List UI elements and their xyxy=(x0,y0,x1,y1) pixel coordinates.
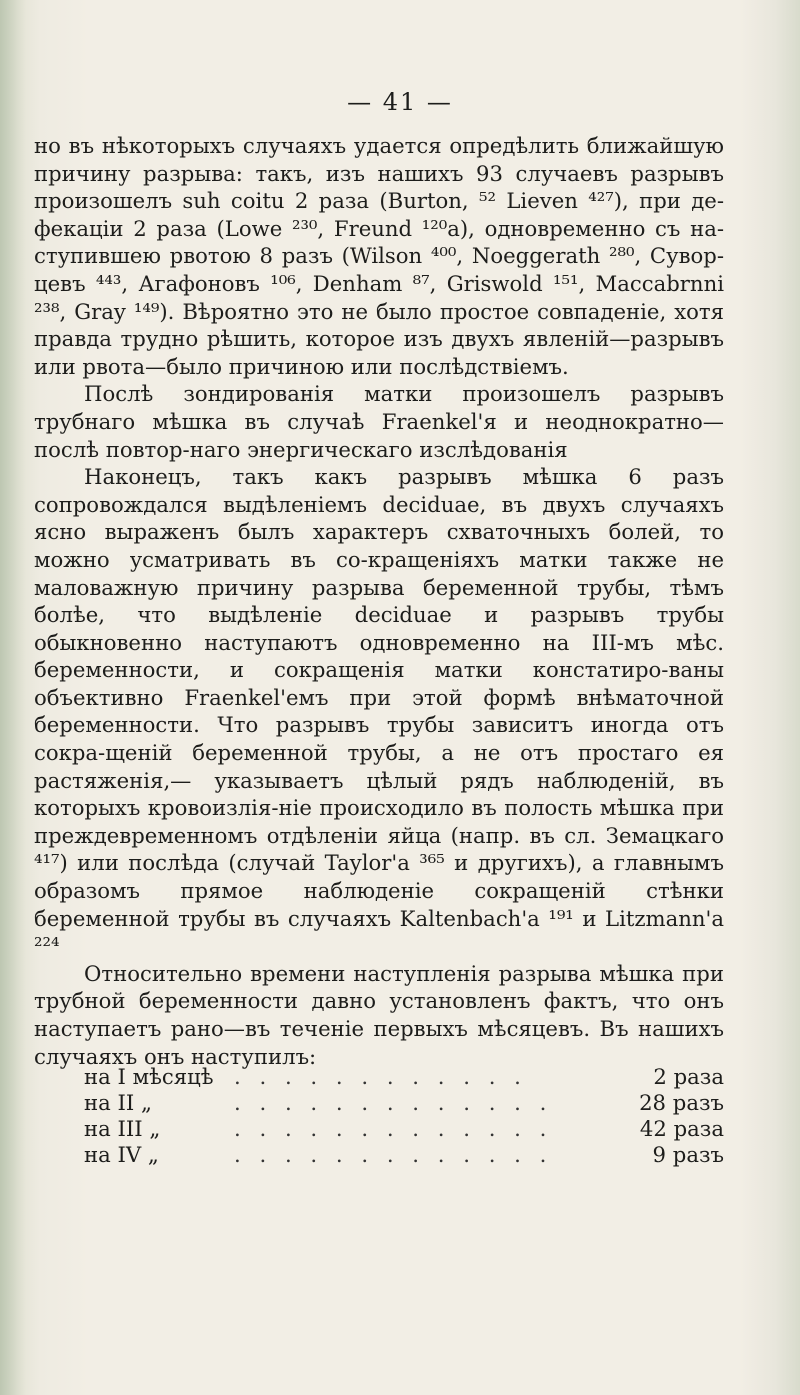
month-count: 9 разъ xyxy=(652,1142,724,1167)
leader-dots: . . . . . . . . . . . . . xyxy=(234,1142,553,1167)
leader-dots: . . . . . . . . . . . . . xyxy=(234,1116,553,1141)
month-label: на I мѣсяцѣ xyxy=(84,1064,214,1089)
paragraph-rupture-causes: но въ нѣкоторыхъ случаяхъ удается опредѣлить ближайшую причину разрыва: такъ, изъ нашихъ 93 случаевъ разрывъ произошелъ suh coitu 2 раза (Burton, ⁵² Lieven ⁴²⁷), при де-фекаціи 2 раза (Lowe ²³⁰, Freund ¹²⁰a), одновременно съ на-ступившею рвотою 8 разъ (Wilson ⁴⁰⁰, Noeggerath ²⁸⁰, Сувор-цевъ ⁴⁴³, Агафоновъ ¹⁰⁶, Denham ⁸⁷, Griswold ¹⁵¹, Массаbrnni ²³⁸, Gray ¹⁴⁹). Вѣроятно это не было простое совпаденіе, хотя правда трудно рѣшить, которое изъ двухъ явленій—разрывъ или рвота—было причиною или послѣдствіемъ. xyxy=(34,133,724,379)
month-row xyxy=(84,1142,724,1168)
month-row xyxy=(84,1090,724,1116)
month-label: на II „ xyxy=(84,1090,152,1115)
body-text xyxy=(34,132,724,1070)
paragraph-sounding: Послѣ зондированія матки произошелъ разрывъ трубнаго мѣшка въ случаѣ Fraenkel'я и неоднократно—послѣ повтор-наго энергическаго изслѣдованія xyxy=(34,381,724,462)
month-label: на III „ xyxy=(84,1116,161,1141)
month-count: 42 раза xyxy=(639,1116,724,1141)
month-row xyxy=(84,1064,724,1090)
paragraph-timing: Относительно времени наступленія разрыва мѣшка при трубной беременности давно установленъ фактъ, что онъ наступаетъ рано—въ теченіе первыхъ мѣсяцевъ. Въ нашихъ случаяхъ онъ наступилъ: xyxy=(34,960,724,1069)
month-row xyxy=(84,1116,724,1142)
month-label: на IV „ xyxy=(84,1142,159,1167)
page-number: — 41 — xyxy=(347,88,453,116)
month-list xyxy=(84,1064,724,1168)
paragraph-contractions: Наконецъ, такъ какъ разрывъ мѣшка 6 разъ сопровождался выдѣленіемъ deciduae, въ двухъ случаяхъ ясно выраженъ былъ характеръ схваточныхъ болей, то можно усматривать въ со-кращеніяхъ матки также не маловажную причину разрыва беременной трубы, тѣмъ болѣе, что выдѣленіе deciduae и разрывъ трубы обыкновенно наступаютъ одновременно на III-мъ мѣс. беременности, и сокращенія матки констатиро-ваны объективно Fraenkel'емъ при этой формѣ внѣматочной беременности. Что разрывъ трубы зависитъ иногда отъ сокра-щеній беременной трубы, а не отъ простаго ея растяженія,— указываетъ цѣлый рядъ наблюденій, въ которыхъ кровоизлія-ніе происходило въ полость мѣшка при преждевременномъ отдѣленіи яйца (напр. въ сл. Земацкаго ⁴¹⁷) или послѣда (случай Taylor'a ³⁶⁵ и другихъ), а главнымъ образомъ прямое наблюденіе сокращеній стѣнки беременной трубы въ случаяхъ Kaltenbach'a ¹⁹¹ и Litzmann'a ²²⁴ xyxy=(34,464,724,959)
month-count: 2 раза xyxy=(653,1064,724,1089)
page-edge-shadow xyxy=(0,0,26,1395)
leader-dots: . . . . . . . . . . . . xyxy=(234,1064,527,1089)
month-count: 28 разъ xyxy=(639,1090,724,1115)
leader-dots: . . . . . . . . . . . . . xyxy=(234,1090,553,1115)
